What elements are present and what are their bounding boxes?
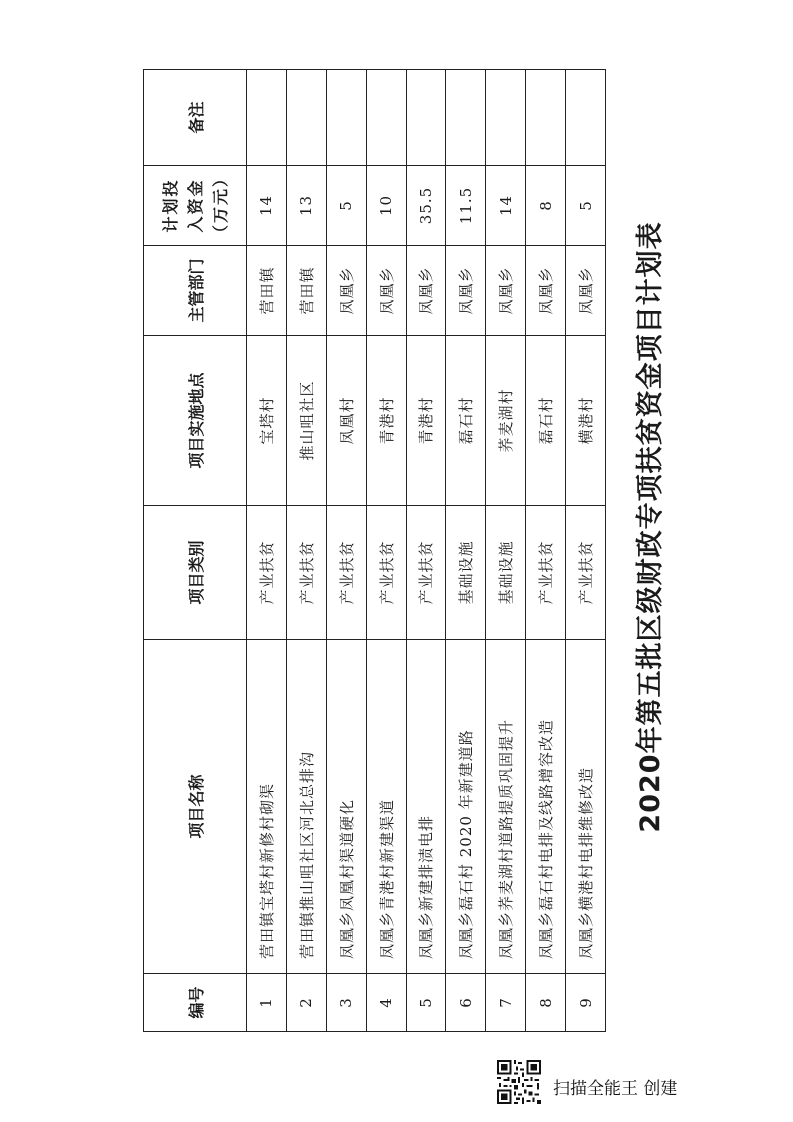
- cell-dept: 凤凰乡: [486, 246, 526, 336]
- cell-remark: [286, 70, 326, 166]
- cell-dept: 凤凰乡: [526, 246, 566, 336]
- cell-dept: 营田镇: [247, 246, 287, 336]
- table-row: [247, 70, 287, 1032]
- cell-remark: [566, 70, 606, 166]
- cell-funds: 8: [526, 166, 566, 246]
- cell-remark: [247, 70, 287, 166]
- cell-remark: [406, 70, 446, 166]
- table-row: [286, 70, 326, 1032]
- header-funds: 计划投入资金（万元）: [144, 166, 247, 246]
- header-location: 项目实施地点: [144, 336, 247, 506]
- header-name: 项目名称: [144, 640, 247, 974]
- cell-location: 荞麦湖村: [486, 336, 526, 506]
- cell-category: 基础设施: [446, 506, 486, 640]
- header-no: 编号: [144, 974, 247, 1032]
- cell-funds: 14: [486, 166, 526, 246]
- header-category: 项目类别: [144, 506, 247, 640]
- cell-dept: 营田镇: [286, 246, 326, 336]
- cell-no: 4: [366, 974, 406, 1032]
- cell-no: 5: [406, 974, 446, 1032]
- cell-no: 8: [526, 974, 566, 1032]
- cell-location: 横港村: [566, 336, 606, 506]
- cell-location: 凤凰村: [326, 336, 366, 506]
- table-row: [486, 70, 526, 1032]
- scanner-watermark-label: 扫描全能王 创建: [553, 1079, 678, 1099]
- cell-dept: 凤凰乡: [406, 246, 446, 336]
- cell-location: 磊石村: [446, 336, 486, 506]
- cell-remark: [446, 70, 486, 166]
- cell-funds: 13: [286, 166, 326, 246]
- cell-dept: 凤凰乡: [566, 246, 606, 336]
- cell-no: 3: [326, 974, 366, 1032]
- cell-funds: 10: [366, 166, 406, 246]
- document-title: 2020年第五批区级财政专项扶贫资金项目计划表: [635, 221, 666, 833]
- header-remark: 备注: [144, 70, 247, 166]
- cell-funds: 5: [326, 166, 366, 246]
- table-row: [366, 70, 406, 1032]
- cell-category: 基础设施: [486, 506, 526, 640]
- qr-code-icon: [497, 1060, 541, 1104]
- cell-remark: [526, 70, 566, 166]
- cell-remark: [486, 70, 526, 166]
- cell-no: 2: [286, 974, 326, 1032]
- cell-name: 凤凰乡横港村电排维修改造: [566, 640, 606, 974]
- cell-no: 7: [486, 974, 526, 1032]
- cell-name: 凤凰乡新建排渍电排: [406, 640, 446, 974]
- cell-funds: 11.5: [446, 166, 486, 246]
- cell-category: 产业扶贫: [286, 506, 326, 640]
- cell-location: 青港村: [366, 336, 406, 506]
- cell-name: 营田镇宝塔村新修村砌渠: [247, 640, 287, 974]
- cell-name: 凤凰乡凤凰村渠道硬化: [326, 640, 366, 974]
- header-dept: 主管部门: [144, 246, 247, 336]
- cell-remark: [366, 70, 406, 166]
- cell-funds: 35.5: [406, 166, 446, 246]
- table-row: [326, 70, 366, 1032]
- cell-name: 凤凰乡青港村新建渠道: [366, 640, 406, 974]
- cell-funds: 14: [247, 166, 287, 246]
- cell-dept: 凤凰乡: [366, 246, 406, 336]
- cell-name: 营田镇推山咀社区河北总排沟: [286, 640, 326, 974]
- cell-category: 产业扶贫: [366, 506, 406, 640]
- table-row: [526, 70, 566, 1032]
- table-row: [406, 70, 446, 1032]
- cell-no: 1: [247, 974, 287, 1032]
- table-header-row: [144, 70, 247, 1032]
- funds-table: [143, 69, 606, 1032]
- table-row: [446, 70, 486, 1032]
- cell-location: 宝塔村: [247, 336, 287, 506]
- cell-location: 磊石村: [526, 336, 566, 506]
- cell-no: 6: [446, 974, 486, 1032]
- cell-funds: 5: [566, 166, 606, 246]
- cell-name: 凤凰乡磊石村 2020 年新建道路: [446, 640, 486, 974]
- cell-name: 凤凰乡磊石村电排及线路增容改造: [526, 640, 566, 974]
- cell-category: 产业扶贫: [326, 506, 366, 640]
- cell-remark: [326, 70, 366, 166]
- cell-name: 凤凰乡荞麦湖村道路提质巩固提升: [486, 640, 526, 974]
- table-row: [566, 70, 606, 1032]
- cell-category: 产业扶贫: [247, 506, 287, 640]
- cell-dept: 凤凰乡: [326, 246, 366, 336]
- cell-category: 产业扶贫: [526, 506, 566, 640]
- cell-location: 青港村: [406, 336, 446, 506]
- cell-dept: 凤凰乡: [446, 246, 486, 336]
- cell-location: 推山咀社区: [286, 336, 326, 506]
- cell-no: 9: [566, 974, 606, 1032]
- cell-category: 产业扶贫: [566, 506, 606, 640]
- cell-category: 产业扶贫: [406, 506, 446, 640]
